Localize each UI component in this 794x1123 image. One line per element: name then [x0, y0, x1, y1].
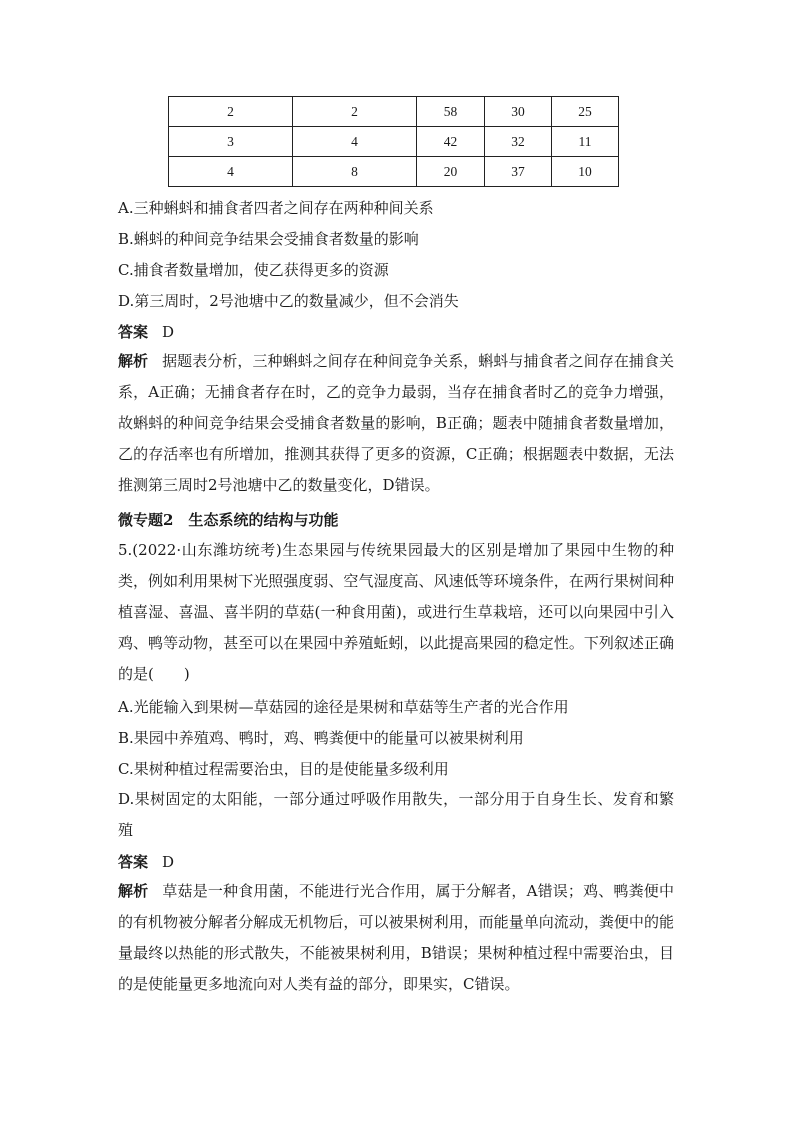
analysis-text: 据题表分析，三种蝌蚪之间存在种间竞争关系，蝌蚪与捕食者之间存在捕食关系，A正确；无捕食者存在时，乙的竞争力最弱，当存在捕食者时乙的竞争力增强，故蝌蚪的种间竞争结果会受捕食者数量的影响，B正确；题表中随捕食者数量增加，乙的存活率也有所增加，推测其获得了更多的资源，C正确；根据题表中数据，无法推测第三周时2号池塘中乙的数量变化，D错误。 [118, 352, 674, 494]
table-cell: 4 [169, 157, 293, 187]
q4-option-a: A.三种蝌蚪和捕食者四者之间存在两种种间关系 [118, 199, 434, 217]
q5-answer [118, 852, 678, 872]
q5-option-d: D.果树固定的太阳能，一部分通过呼吸作用散失，一部分用于自身生长、发育和繁殖 [118, 790, 674, 839]
table-cell: 8 [293, 157, 417, 187]
table-cell: 58 [417, 97, 485, 127]
table-cell: 25 [552, 97, 619, 127]
table-row [169, 127, 619, 157]
q4-option-d: D.第三周时，2号池塘中乙的数量减少，但不会消失 [118, 292, 459, 310]
answer-value: D [162, 853, 175, 871]
table-cell: 37 [485, 157, 552, 187]
table-cell: 3 [169, 127, 293, 157]
table-cell: 4 [293, 127, 417, 157]
answer-label: 答案 [118, 853, 149, 871]
q4-analysis [118, 346, 674, 501]
table-cell: 42 [417, 127, 485, 157]
q4-option-c: C.捕食者数量增加，使乙获得更多的资源 [118, 261, 389, 279]
q5-option-b: B.果园中养殖鸡、鸭时，鸡、鸭粪便中的能量可以被果树利用 [118, 729, 524, 747]
table-cell: 20 [417, 157, 485, 187]
table-cell: 11 [552, 127, 619, 157]
table-cell: 2 [293, 97, 417, 127]
q5-analysis [118, 876, 674, 1000]
answer-label: 答案 [118, 323, 149, 341]
table-row [169, 97, 619, 127]
table-row [169, 157, 619, 187]
table-cell: 32 [485, 127, 552, 157]
data-table [168, 96, 619, 187]
table-cell: 30 [485, 97, 552, 127]
q5-option-a: A.光能输入到果树—草菇园的途径是果树和草菇等生产者的光合作用 [118, 698, 569, 716]
analysis-label: 解析 [118, 352, 149, 370]
q4-option-b: B.蝌蚪的种间竞争结果会受捕食者数量的影响 [118, 230, 419, 248]
table-cell: 2 [169, 97, 293, 127]
analysis-text: 草菇是一种食用菌，不能进行光合作用，属于分解者，A错误；鸡、鸭粪便中的有机物被分解者分解成无机物后，可以被果树利用，而能量单向流动，粪便中的能量最终以热能的形式散失，不能被果树利用，B错误；果树种植过程中需要治虫，目的是使能量更多地流向对人类有益的部分，即果实，C错误。 [118, 882, 674, 993]
q5-stem: 5.(2022·山东潍坊统考)生态果园与传统果园最大的区别是增加了果园中生物的种类，例如利用果树下光照强度弱、空气湿度高、风速低等环境条件，在两行果树间种植喜湿、喜温、喜半阴的草菇(一种食用菌)，或进行生草栽培，还可以向果园中引入鸡、鸭等动物，甚至可以在果园中养殖蚯蚓，以此提高果园的稳定性。下列叙述正确的是( ) [118, 541, 674, 683]
analysis-label: 解析 [118, 882, 149, 900]
q4-answer [118, 322, 678, 342]
q5-option-c: C.果树种植过程需要治虫，目的是使能量多级利用 [118, 760, 449, 778]
answer-value: D [162, 323, 175, 341]
table-cell: 10 [552, 157, 619, 187]
section-title: 微专题2 生态系统的结构与功能 [118, 511, 339, 529]
